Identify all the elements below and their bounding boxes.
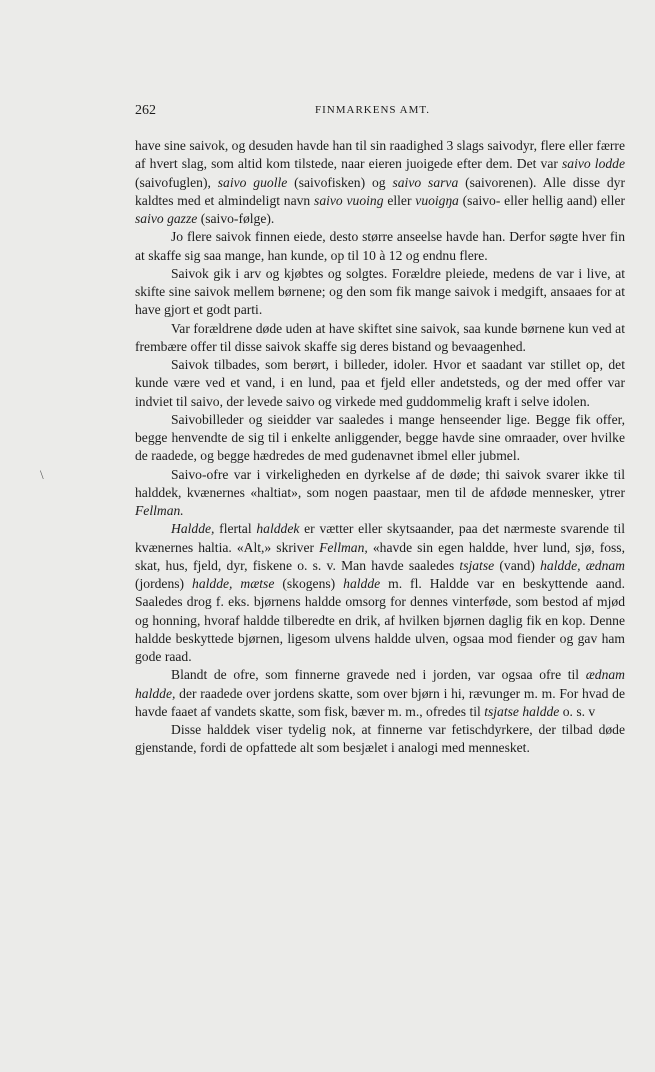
italic-term: saivo sarva — [392, 174, 459, 190]
running-title: FINMARKENS AMT. — [315, 104, 431, 116]
paragraph — [135, 520, 625, 666]
text-run: (saivo-følge). — [197, 211, 275, 226]
paragraph — [135, 137, 625, 228]
italic-term: ædnam haldde, — [135, 667, 625, 701]
italic-term: saivo gazze — [135, 211, 198, 226]
page-number: 262 — [135, 103, 156, 118]
text-run: «havde sin egen haldde, hver lund, sjø, foss, skat, hus, fjeld, dyr, fiskene o. s. v. Man havde saaledes — [135, 539, 625, 573]
paragraph — [135, 721, 625, 758]
italic-term: vuoigŋa — [415, 192, 459, 208]
text-run: (saivorenen). Alle disse dyr kaldtes med et almindeligt navn — [135, 174, 626, 208]
paragraph — [135, 320, 625, 357]
text-run: (saivofisken) og — [287, 174, 393, 190]
text-run: Saivok gik i arv og kjøbtes og solgtes. Forældre pleiede, medens de var i live, at skifte sine saivok mellem børnene; og den som fik mange saivok i medgift, ansaaes for at have gjort et godt parti. — [135, 265, 625, 318]
page-header — [135, 103, 625, 121]
text-run: m. fl. Haldde var en beskyttende aand. Saaledes drog f. eks. bjørnens haldde omsorg for dennes vinterføde, som bestod af mjød og honning, hvoraf haldde tilberedte en drik, af hvilken bjørnen daglig fik en kop. Denne haldde beskyttede bjørnen, ligesom ulvens haldde ulven, ogsaa mod fiender og gav ham gode raad. — [135, 576, 625, 664]
italic-term: Fellman. — [135, 503, 184, 518]
italic-term: haldde, ædnam — [540, 557, 626, 573]
text-run: Saivok tilbades, som berørt, i billeder, idoler. Hvor et saadant var stillet op, det kunde være ved et vand, i en lund, paa et fjeld eller andetsteds, og der med offer var indviet til saivo, der levede saivo og virkede med guddommelig kraft i selve idolen. — [135, 357, 625, 409]
text-run: eller — [383, 192, 416, 208]
italic-term: Fellman, — [319, 539, 368, 555]
text-run: (jordens) — [135, 576, 193, 591]
italic-term: tsjatse haldde — [484, 703, 560, 719]
text-run: Var forældrene døde uden at have skiftet sine saivok, saa kunde børnene kun ved at frembære offer til disse saivok skaffe sig deres bistand og bevaagenhed. — [135, 320, 625, 354]
text-run: er vætter eller skytsaander, paa det nærmeste svarende til kvænernes haltia. «Alt,» skriver — [135, 521, 625, 555]
text-run: have sine saivok, og desuden havde han til sin raadighed 3 slags saivodyr, flere eller færre af hvert slag, som altid kom tilstede, naar eieren juoigede efter dem. Det var — [135, 138, 625, 172]
paragraph — [135, 666, 625, 721]
paragraph — [135, 265, 625, 320]
paragraph — [135, 411, 625, 466]
body-text — [135, 137, 625, 758]
text-run: Saivo-ofre var i virkeligheden en dyrkelse af de døde; thi saivok svarer ikke til halddek, kvænernes «haltiat», som nogen paastaar, men til de afdøde mennesker, ytrer — [135, 466, 625, 500]
text-run: Jo flere saivok finnen eiede, desto større anseelse havde han. Derfor søgte hver fin at skaffe sig saa mange, han kunde, op til 10 à 12 og endnu flere. — [135, 229, 625, 263]
italic-term: tsjatse — [459, 557, 495, 573]
italic-term: haldde — [343, 576, 381, 591]
paragraph — [135, 466, 625, 521]
italic-term: halddek — [256, 521, 300, 537]
italic-term: saivo lodde — [562, 156, 626, 172]
italic-term: Haldde, — [171, 521, 215, 537]
text-run: Saivobilleder og sieidder var saaledes i mange henseender lige. Begge fik offer, begge henvendte de sig til i enkelte anliggender, begge havde sine omraader, over hvilke de raadede, og begge hædredes de med gudenavnet ibmel eller jubmel. — [135, 411, 625, 464]
paragraph — [135, 228, 625, 265]
text-run: (vand) — [494, 557, 541, 573]
margin-mark: \ — [40, 467, 44, 482]
text-run: (saivofuglen), — [135, 174, 218, 190]
italic-term: saivo guolle — [217, 174, 288, 190]
italic-term: saivo vuoing — [314, 192, 384, 208]
text-run: (skogens) — [274, 576, 344, 591]
text-run: (saivo- eller hellig aand) eller — [458, 192, 626, 208]
text-run: Blandt de ofre, som finnerne gravede ned i jorden, var ogsaa ofre til — [171, 667, 586, 683]
paragraph — [135, 356, 625, 411]
text-run: Disse halddek viser tydelig nok, at finnerne var fetischdyrkere, der tilbad døde gjenstande, fordi de opfattede alt som besjælet i analogi med mennesket. — [135, 722, 625, 756]
text-run: flertal — [214, 521, 257, 537]
text-run: der raadede over jordens skatte, som over bjørn i hi, rævunger m. m. For hvad de havde faaet af vandets skatte, som fisk, bæver m. m., ofredes til — [135, 685, 625, 719]
text-run: o. s. v — [559, 703, 596, 719]
italic-term: haldde, mætse — [192, 576, 275, 591]
